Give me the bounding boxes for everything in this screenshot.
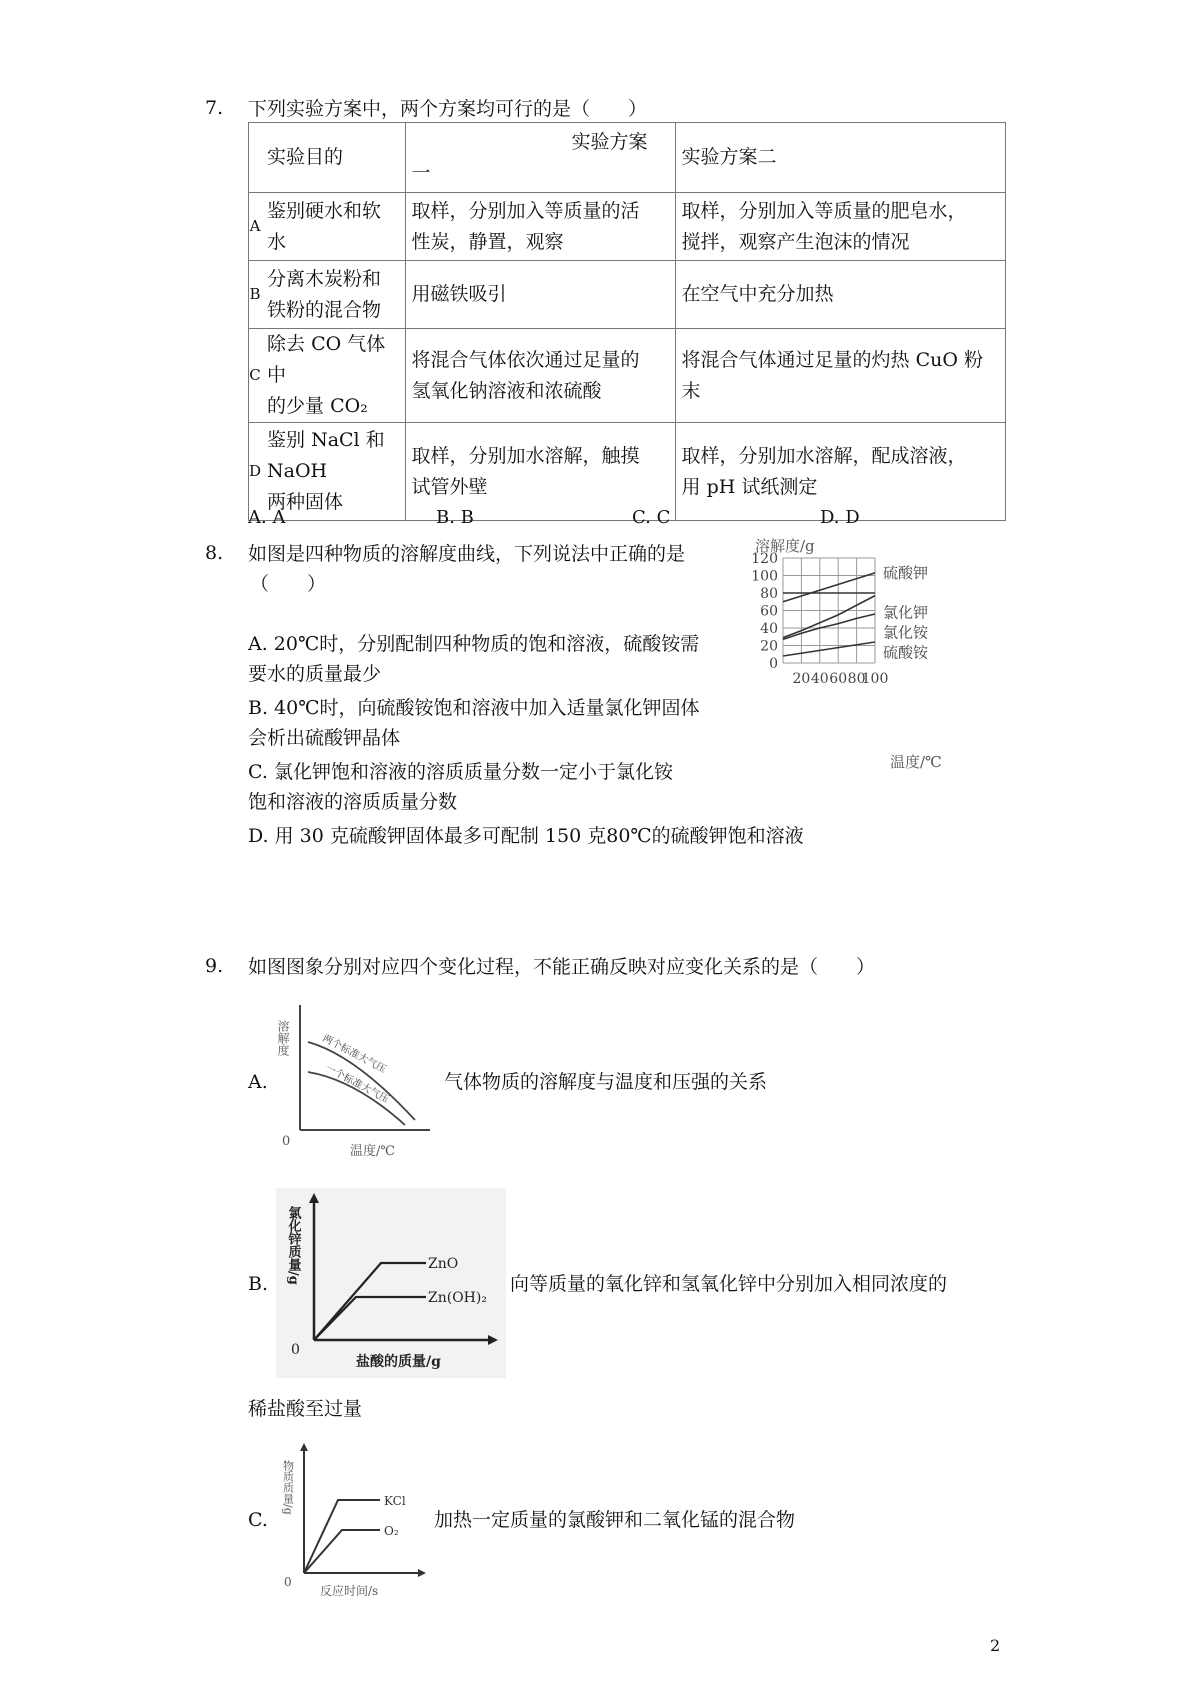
x-label: 盐酸的质量/g (356, 1354, 441, 1370)
row-plan2-line: 搅拌，观察产生泡沫的情况 (681, 230, 910, 253)
table-row (249, 193, 1006, 261)
series-line (783, 642, 875, 656)
origin-label: 0 (282, 1134, 291, 1149)
origin-label: 0 (284, 1575, 292, 1589)
q8-option-c-line2[interactable]: 饱和溶液的溶质质量分数 (248, 791, 458, 813)
q8-stem-line2: （ ） (250, 573, 327, 595)
q9-graph-b (276, 1188, 506, 1378)
q9-graph-a (276, 1000, 440, 1160)
table-row (249, 423, 1006, 521)
graph-bg (276, 1188, 506, 1378)
y-tick-label: 60 (760, 603, 778, 620)
q9-option-c-label[interactable]: C. (248, 1509, 268, 1531)
origin-label: 0 (291, 1342, 300, 1358)
chart-xlabel: 温度/℃ (890, 753, 942, 771)
q7-option-d[interactable]: D. D (820, 507, 860, 528)
row-plan1-line: 将混合气体依次通过足量的 (411, 348, 640, 371)
solubility-chart (751, 535, 1035, 775)
y-tick-label: 40 (760, 621, 778, 637)
row-plan1-line: 用磁铁吸引 (411, 283, 507, 305)
table-row (249, 261, 1006, 329)
y-tick-label: 0 (769, 656, 778, 672)
row-plan2-line: 用 pH 试纸测定 (681, 475, 818, 498)
q8-option-a-line1[interactable]: A. 20℃时，分别配制四种物质的饱和溶液，硫酸铵需 (248, 633, 700, 655)
q8-option-c-line1[interactable]: C. 氯化钾饱和溶液的溶质质量分数一定小于氯化铵 (248, 761, 673, 783)
y-tick-label: 80 (760, 586, 778, 602)
q8-number: 8. (205, 542, 224, 564)
q8-option-b-line2[interactable]: 会析出硫酸钾晶体 (248, 727, 401, 749)
row-goal-line: 水 (267, 230, 287, 253)
q9-option-c-text: 加热一定质量的氯酸钾和二氧化锰的混合物 (434, 1509, 796, 1531)
row-plan2-line: 取样，分别加入等质量的肥皂水， (681, 199, 967, 222)
q7-option-c[interactable]: C. C (632, 507, 671, 528)
q9-number: 9. (205, 955, 224, 977)
table-header-row (249, 123, 1006, 193)
row-goal-line: 分离木炭粉和 (267, 267, 382, 290)
line-o2 (304, 1530, 380, 1573)
q7-table (248, 122, 1006, 521)
row-plan1-line: 取样，分别加水溶解，触摸 (411, 444, 640, 467)
row-label: C (249, 329, 262, 423)
series-line (783, 573, 875, 602)
y-tick-label: 100 (751, 568, 778, 585)
q7-stem: 下列实验方案中，两个方案均可行的是（ ） (248, 98, 648, 120)
chart-series (783, 573, 875, 656)
series-label: 氯化钾 (883, 603, 929, 622)
q7-number: 7. (205, 97, 224, 119)
y-label: 物质质量/g (281, 1460, 295, 1515)
row-plan1-line: 取样，分别加入等质量的活 (411, 199, 640, 222)
y-tick-label: 20 (760, 638, 778, 655)
q8-option-a-line2[interactable]: 要水的质量最少 (248, 663, 382, 685)
x-tick-label: 80 (847, 671, 866, 687)
line-kcl (304, 1500, 380, 1573)
chart-legend (883, 564, 929, 662)
q9-option-b-text-line2: 稀盐酸至过量 (248, 1398, 363, 1420)
q9-option-a-text: 气体物质的溶解度与温度和压强的关系 (444, 1071, 768, 1093)
q9-option-b-text-line1: 向等质量的氧化锌和氢氧化锌中分别加入相同浓度的 (510, 1273, 948, 1295)
header-plan1 (405, 123, 675, 193)
series-line (783, 614, 875, 639)
row-plan2-line: 末 (681, 379, 701, 402)
row-goal-line: 鉴别硬水和软 (267, 199, 382, 222)
label-znoh2: Zn(OH)₂ (428, 1290, 487, 1306)
row-label: B (249, 261, 262, 329)
x-arrow-icon (418, 1569, 426, 1577)
row-goal-line: 两种固体 (267, 491, 344, 513)
page-number: 2 (990, 1636, 1001, 1655)
table-row (249, 329, 1006, 423)
q8-option-d[interactable]: D. 用 30 克硫酸钾固体最多可配制 150 克80℃的硫酸钾饱和溶液 (248, 825, 804, 847)
x-tick-label: 20 (792, 671, 811, 687)
x-tick-label: 60 (829, 671, 848, 687)
y-arrow-icon (300, 1443, 308, 1451)
row-plan2-line: 将混合气体通过足量的灼热 CuO 粉 (681, 348, 983, 371)
y-label: 溶解度 (276, 1020, 290, 1056)
row-plan2-line: 取样，分别加水溶解，配成溶液， (681, 444, 967, 467)
q9-graph-c (280, 1438, 430, 1598)
row-plan1-line: 氢氧化钠溶液和浓硫酸 (411, 379, 602, 402)
header-plan1-line1: 实验方案 (571, 130, 648, 153)
label-two-atm: 两个标准大气压 (320, 1032, 388, 1076)
y-tick-label: 120 (751, 551, 778, 567)
q9-stem: 如图图象分别对应四个变化过程，不能正确反映对应变化关系的是（ ） (248, 956, 876, 978)
y-label: 氯化锌质量/g (285, 1206, 301, 1285)
q7-option-b[interactable]: B. B (436, 507, 474, 528)
row-label: A (249, 193, 262, 261)
row-plan1-line: 性炭，静置，观察 (411, 230, 564, 253)
x-tick-label: 40 (810, 671, 829, 687)
row-goal-line: 铁粉的混合物 (267, 298, 382, 321)
row-goal-line: 除去 CO 气体中 (267, 333, 386, 386)
label-o2: O₂ (384, 1524, 399, 1538)
series-label: 硫酸铵 (883, 643, 929, 662)
row-goal-line: 的少量 CO₂ (267, 395, 368, 417)
header-plan1-line2: 一 (411, 161, 431, 184)
row-plan1-line: 试管外壁 (411, 475, 488, 498)
q9-option-a-label[interactable]: A. (248, 1071, 268, 1093)
chart-grid (783, 558, 875, 663)
q8-option-b-line1[interactable]: B. 40℃时，向硫酸铵饱和溶液中加入适量氯化钾固体 (248, 697, 700, 719)
row-plan2-line: 在空气中充分加热 (681, 283, 834, 305)
chart-ylabel: 溶解度/g (755, 537, 815, 555)
q8-stem-line1: 如图是四种物质的溶解度曲线，下列说法中正确的是 (248, 543, 686, 565)
x-label: 温度/℃ (350, 1144, 395, 1159)
row-goal-line: NaOH (267, 460, 328, 482)
label-zno: ZnO (428, 1256, 459, 1272)
label-one-atm: 一个标准大气压 (323, 1062, 391, 1106)
series-label: 氯化铵 (883, 623, 929, 642)
row-label: D (249, 423, 262, 521)
q9-option-b-label[interactable]: B. (248, 1273, 269, 1295)
x-tick-label: 100 (861, 671, 889, 687)
header-plan2: 实验方案二 (675, 123, 1005, 193)
q7-option-a[interactable]: A. A (248, 507, 286, 528)
header-goal: 实验目的 (261, 123, 405, 193)
series-label: 硫酸钾 (883, 563, 929, 582)
label-kcl: KCl (384, 1494, 406, 1508)
x-label: 反应时间/s (320, 1584, 379, 1598)
row-goal-line: 鉴别 NaCl 和 (267, 429, 385, 451)
